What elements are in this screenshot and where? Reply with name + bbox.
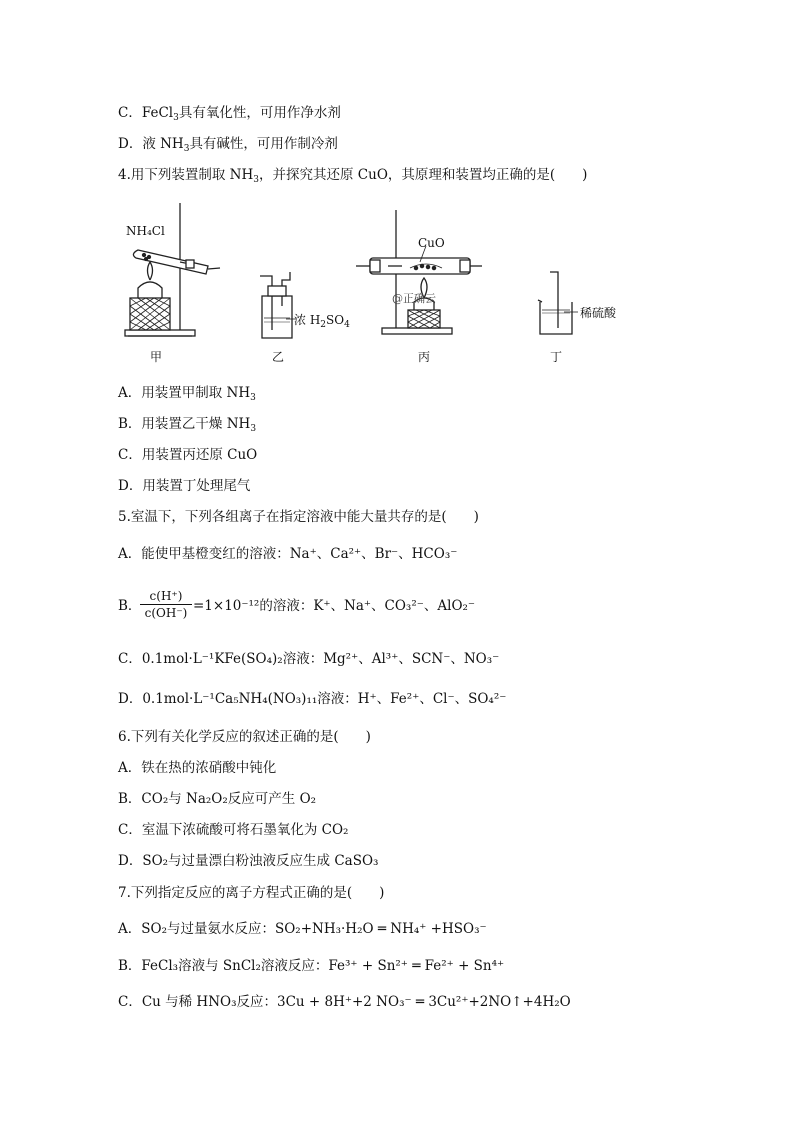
label-dilute-acid: 稀硫酸 [580,306,617,320]
q7-stem: 7.下列指定反应的离子方程式正确的是( ) [118,885,385,901]
q6-option-c: C．室温下浓硫酸可将石墨氧化为 CO₂ [118,822,349,838]
q5-option-d: D．0.1mol·L⁻¹Ca₅NH₄(NO₃)₁₁溶液：H⁺、Fe²⁺、Cl⁻、SO₄²⁻ [118,691,507,707]
caption-ding: 丁 [550,350,563,364]
label-conc-h2so4: 浓 $H_2SO_4$ [294,313,350,330]
q4-option-a: A．用装置甲制取 $NH_3$ [118,385,256,403]
q5-option-a: A．能使甲基橙变红的溶液：Na⁺、Ca²⁺、Br⁻、HCO₃⁻ [118,546,458,562]
q5-option-c: C．0.1mol·L⁻¹KFe(SO₄)₂溶液：Mg²⁺、Al³⁺、SCN⁻、NO₃⁻ [118,651,500,667]
q7-option-a: A．SO₂与过量氨水反应：SO₂+NH₃·H₂O ═ NH₄⁺ +HSO₃⁻ [118,921,487,937]
q3-option-c: C．FeCl$_3$具有氧化性，可用作净水剂 [118,105,341,123]
label-cuo: CuO [418,236,445,250]
label-nh4cl: NH₄Cl [126,224,165,238]
q4-stem: 4.用下列装置制取 $NH_3$，并探究其还原 CuO，其原理和装置均正确的是( ) [118,167,588,185]
q5-stem: 5.室温下，下列各组离子在指定溶液中能大量共存的是( ) [118,509,479,525]
q4-option-c: C．用装置丙还原 CuO [118,447,258,463]
q6-option-b: B．CO₂与 Na₂O₂反应可产生 O₂ [118,791,317,807]
q6-option-a: A．铁在热的浓硝酸中钝化 [118,760,277,776]
apparatus-yi [260,272,296,338]
q4-option-b: B．用装置乙干燥 $NH_3$ [118,416,257,434]
caption-yi: 乙 [272,350,285,364]
apparatus-ding [538,272,578,334]
q4-option-d: D．用装置丁处理尾气 [118,478,251,494]
apparatus-bing [356,210,482,334]
q5-option-b-rest: =1×10⁻¹²的溶液：K⁺、Na⁺、CO₃²⁻、AlO₂⁻ [193,598,476,614]
fraction-numerator: c(H⁺) [140,589,192,605]
q3-option-d: D．液 $NH_3$具有碱性，可用作制冷剂 [118,136,338,154]
q7-option-b: B．FeCl₃溶液与 SnCl₂溶液反应：Fe³⁺ + Sn²⁺ ═ Fe²⁺ + Sn⁴⁺ [118,958,505,974]
q5-option-b-label: B． [118,598,142,614]
q7-option-c: C．Cu 与稀 HNO₃反应：3Cu + 8H⁺+2 NO₃⁻ ═ 3Cu²⁺+2NO↑+4H₂O [118,994,571,1010]
q6-stem: 6.下列有关化学反应的叙述正确的是( ) [118,729,371,745]
fraction-denominator: c(OH⁻) [144,606,188,620]
apparatus-jia [125,203,220,336]
caption-jia: 甲 [150,350,163,364]
watermark: @正确云 [392,292,436,305]
caption-bing: 丙 [418,350,431,364]
apparatus-figure [120,198,640,368]
apparatus-drawing [120,198,640,368]
q6-option-d: D．SO₂与过量漂白粉浊液反应生成 CaSO₃ [118,853,379,869]
q5-option-b-fraction [140,589,192,620]
